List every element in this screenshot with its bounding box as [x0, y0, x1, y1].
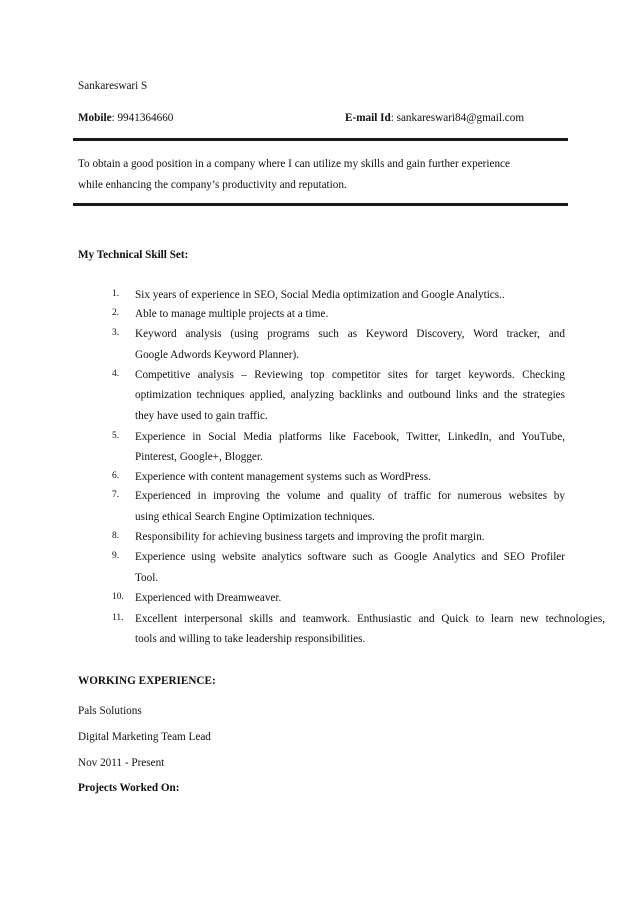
- list-number: 4.: [112, 369, 120, 379]
- list-text: Competitive analysis – Reviewing top competitor sites for target keywords. Checking: [135, 369, 565, 381]
- list-number: 2.: [112, 308, 120, 318]
- email-value: : sankareswari84@gmail.com: [390, 112, 525, 124]
- candidate-name: Sankareswari S: [78, 80, 148, 92]
- list-text: Tool.: [135, 572, 159, 584]
- list-text: Pinterest, Google+, Blogger.: [135, 451, 263, 463]
- list-number: 3.: [112, 328, 120, 338]
- list-text: Six years of experience in SEO, Social Media optimization and Google Analytics..: [135, 289, 505, 301]
- list-text: tools and willing to take leadership responsibilities.: [135, 633, 366, 645]
- job-title: Digital Marketing Team Lead: [78, 731, 211, 743]
- objective-line-2: while enhancing the company’s productivity and reputation.: [78, 179, 347, 191]
- list-text: Responsibility for achieving business targets and improving the profit margin.: [135, 531, 485, 543]
- employment-period: Nov 2011 - Present: [78, 757, 165, 769]
- mobile-value: : 9941364660: [111, 112, 174, 124]
- list-text: Experience with content management systems such as WordPress.: [135, 471, 431, 483]
- list-number: 6.: [112, 471, 120, 481]
- objective-divider: [73, 203, 568, 206]
- list-number: 9.: [112, 551, 120, 561]
- list-number: 10.: [112, 592, 124, 602]
- list-text: Experience in Social Media platforms like Facebook, Twitter, LinkedIn, and YouTube,: [135, 431, 565, 443]
- list-text: Google Adwords Keyword Planner).: [135, 349, 300, 361]
- list-text: Able to manage multiple projects at a time.: [135, 308, 329, 320]
- list-text: using ethical Search Engine Optimization techniques.: [135, 511, 375, 523]
- list-text: Experienced in improving the volume and quality of traffic for numerous websites by: [135, 490, 565, 502]
- mobile-label: Mobile: [78, 112, 112, 124]
- email-label: E-mail Id: [345, 112, 391, 124]
- list-text: Keyword analysis (using programs such as Keyword Discovery, Word tracker, and: [135, 328, 565, 340]
- projects-heading: Projects Worked On:: [78, 782, 180, 794]
- list-text: they have used to gain traffic.: [135, 410, 268, 422]
- objective-line-1: To obtain a good position in a company where I can utilize my skills and gain further experience: [78, 158, 510, 170]
- list-text: optimization techniques applied, analyzing backlinks and outbound links and the strategies: [135, 389, 565, 401]
- top-divider: [73, 138, 568, 141]
- list-text: Excellent interpersonal skills and teamwork. Enthusiastic and Quick to learn new technologies,: [135, 613, 605, 625]
- company-name: Pals Solutions: [78, 705, 142, 717]
- list-number: 5.: [112, 431, 120, 441]
- mobile-line: [78, 112, 173, 124]
- experience-heading: WORKING EXPERIENCE:: [78, 675, 216, 687]
- list-number: 1.: [112, 289, 120, 299]
- email-line: [345, 112, 524, 124]
- list-text: Experienced with Dreamweaver.: [135, 592, 282, 604]
- list-number: 8.: [112, 531, 120, 541]
- list-number: 7.: [112, 490, 120, 500]
- list-text: Experience using website analytics software such as Google Analytics and SEO Profiler: [135, 551, 565, 563]
- skills-heading: My Technical Skill Set:: [78, 249, 189, 261]
- list-number: 11.: [112, 613, 124, 623]
